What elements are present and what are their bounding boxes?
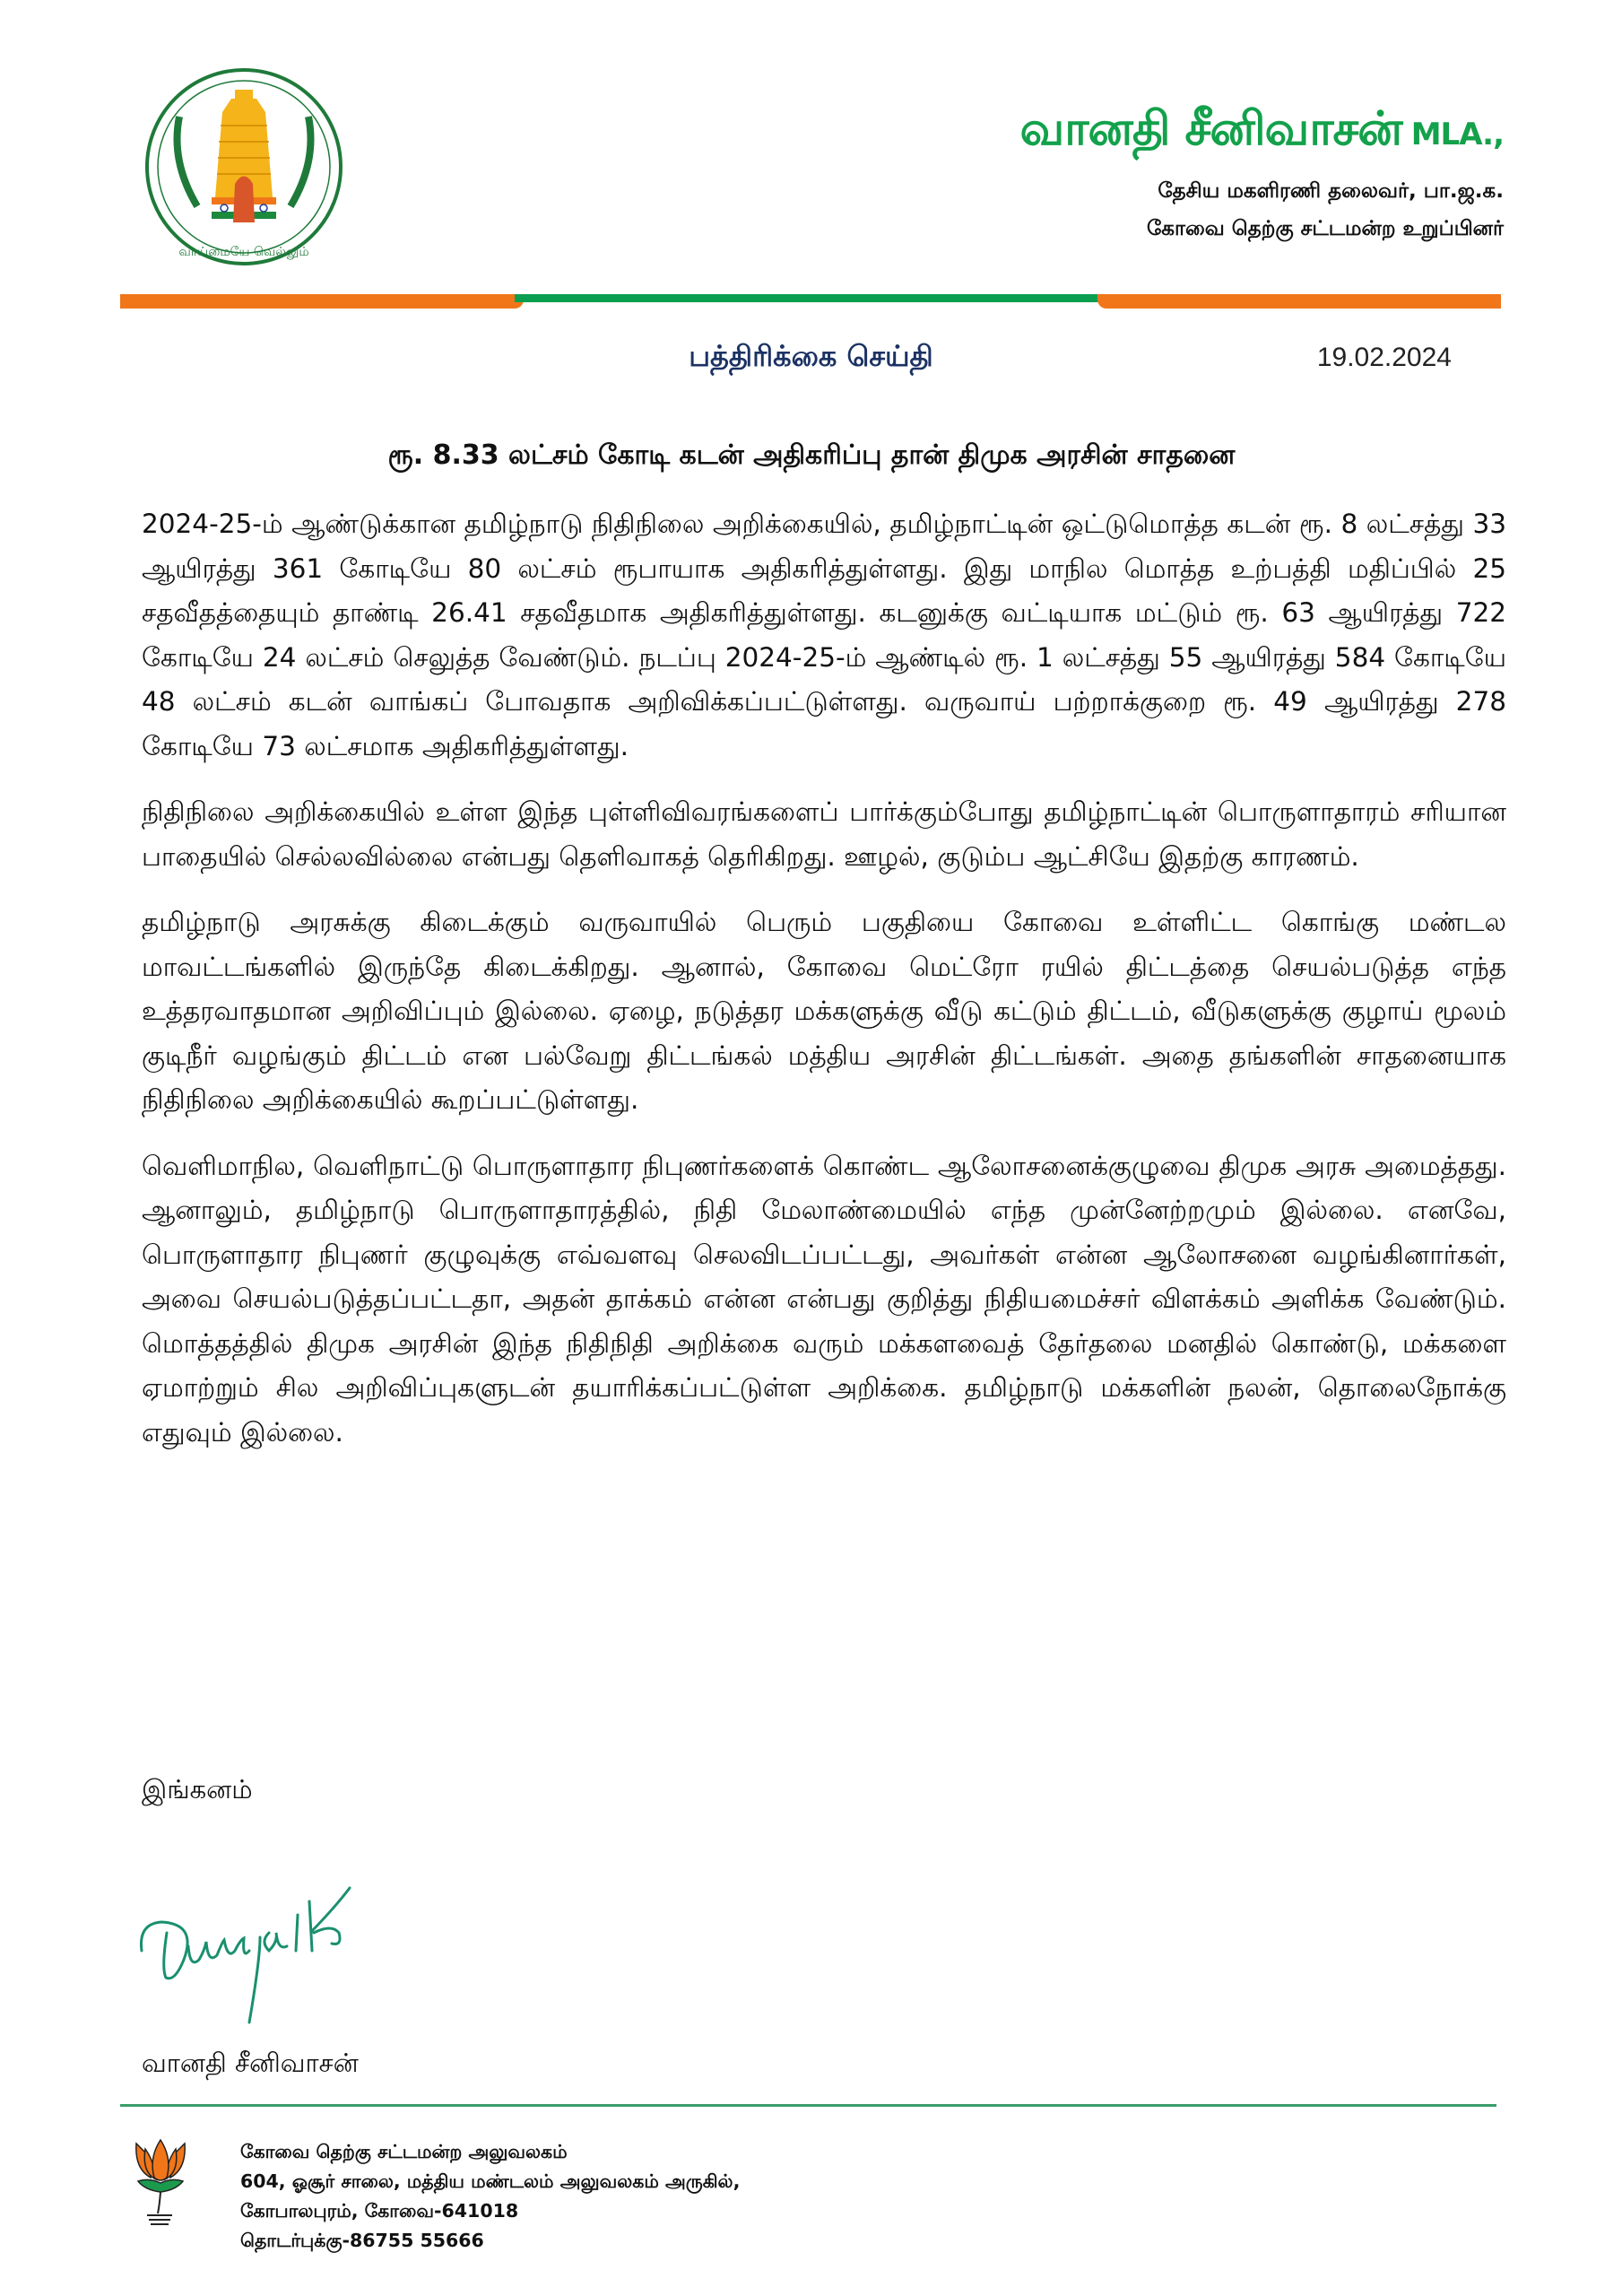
mla-name — [1019, 100, 1504, 163]
band-orange-left — [120, 294, 524, 309]
closing-salutation: இங்கனம் — [142, 1774, 253, 1805]
paragraph-1: 2024-25-ம் ஆண்டுக்கான தமிழ்நாடு நிதிநிலை அறிக்கையில், தமிழ்நாட்டின் ஒட்டுமொத்த கடன் ரூ. 8 லட்சத்து 33 ஆயிரத்து 361 கோடியே 80 லட்சம் ரூபாயாக அதிகரித்துள்ளது. இது மாநில மொத்த உற்பத்தி மதிப்பில் 25 சதவீதத்தையும் தாண்டி 26.41 சதவீதமாக அதிகரித்துள்ளது. கடனுக்கு வட்டியாக மட்டும் ரூ. 63 ஆயிரத்து 722 கோடியே 24 லட்சம் செலுத்த வேண்டும். நடப்பு 2024-25-ம் ஆண்டில் ரூ. 1 லட்சத்து 55 ஆயிரத்து 584 கோடியே 48 லட்சம் கடன் வாங்கப் போவதாக அறிவிக்கப்பட்டுள்ளது. வருவாய் பற்றாக்குறை ரூ. 49 ஆயிரத்து 278 கோடியே 73 லட்சமாக அதிகரித்துள்ளது. — [142, 509, 1506, 761]
band-orange-right — [1097, 294, 1501, 309]
document-date: 19.02.2024 — [1316, 343, 1452, 372]
document-type-title: பத்திரிக்கை செய்தி — [689, 339, 933, 373]
mla-suffix: MLA., — [1410, 117, 1504, 152]
paragraph-2: நிதிநிலை அறிக்கையில் உள்ள இந்த புள்ளிவிவரங்களைப் பார்க்கும்போது தமிழ்நாட்டின் பொருளாதாரம் சரியான பாதையில் செல்லவில்லை என்பது தெளிவாகத் தெரிகிறது. ஊழல், குடும்ப ஆட்சியே இதற்கு காரணம். — [142, 796, 1506, 872]
tamil-nadu-emblem-icon — [126, 63, 363, 271]
press-release-body — [142, 502, 1506, 1476]
header-divider-band — [120, 291, 1501, 309]
press-release-headline: ரூ. 8.33 லட்சம் கோடி கடன் அதிகரிப்பு தான் திமுக அரசின் சாதனை — [387, 439, 1236, 471]
office-name: கோவை தெற்கு சட்டமன்ற அலுவலகம் — [240, 2141, 568, 2162]
mla-name-text: வானதி சீனிவாசன் — [1019, 102, 1402, 156]
paragraph-3: தமிழ்நாடு அரசுக்கு கிடைக்கும் வருவாயில் பெரும் பகுதியை கோவை உள்ளிட்ட கொங்கு மண்டல மாவட்டங்களில் இருந்தே கிடைக்கிறது. ஆனால், கோவை மெட்ரோ ரயில் திட்டத்தை செயல்படுத்த எந்த உத்தரவாதமான அறிவிப்பும் இல்லை. ஏழை, நடுத்தர மக்களுக்கு வீடு கட்டும் திட்டம், வீடுகளுக்கு குழாய் மூலம் குடிநீர் வழங்கும் திட்டம் என பல்வேறு திட்டங்கல் மத்திய அரசின் திட்டங்கள். அதை தங்களின் சாதனையாக நிதிநிலை அறிக்கையில் கூறப்பட்டுள்ளது. — [142, 907, 1506, 1115]
paragraph-4: வெளிமாநில, வெளிநாட்டு பொருளாதார நிபுணர்களைக் கொண்ட ஆலோசனைக்குழுவை திமுக அரசு அமைத்தது. ஆனாலும், தமிழ்நாடு பொருளாதாரத்தில், நிதி மேலாண்மையில் எந்த முன்னேற்றமும் இல்லை. எனவே, பொருளாதார நிபுணர் குழுவுக்கு எவ்வளவு செலவிடப்பட்டது, அவர்கள் என்ன ஆலோசனை வழங்கினார்கள், அவை செயல்படுத்தப்பட்டதா, அதன் தாக்கம் என்ன என்பது குறித்து நிதியமைச்சர் விளக்கம் அளிக்க வேண்டும். மொத்தத்தில் திமுக அரசின் இந்த நிதிநிதி அறிக்கை வரும் மக்களவைத் தேர்தலை மனதில் கொண்டு, மக்களை ஏமாற்றும் சில அறிவிப்புகளுடன் தயாரிக்கப்பட்டுள்ள அறிக்கை. தமிழ்நாடு மக்களின் நலன், தொலைநோக்கு எதுவும் இல்லை. — [142, 1150, 1506, 1448]
bjp-lotus-icon — [133, 2136, 188, 2226]
contact-number: தொடர்புக்கு-86755 55666 — [240, 2230, 484, 2251]
handwritten-signature — [134, 1825, 403, 2040]
designation-line-2: கோவை தெற்கு சட்டமன்ற உறுப்பினர் — [1146, 217, 1504, 240]
footer-office-address — [240, 2137, 740, 2256]
svg-text:வாய்மையே வெல்லும்: வாய்மையே வெல்லும் — [178, 245, 309, 259]
designation-line-1: தேசிய மகளிரணி தலைவர், பா.ஜ.க. — [1158, 179, 1504, 203]
letterhead-block — [1019, 100, 1504, 248]
signatory-name: வானதி சீனிவாசன் — [142, 2048, 359, 2078]
address-line-2: கோபாலபுரம், கோவை-641018 — [240, 2200, 519, 2222]
address-line-1: 604, ஓசூர் சாலை, மத்திய மண்டலம் அலுவலகம் அருகில், — [240, 2170, 741, 2192]
band-green-center — [515, 294, 1106, 302]
footer-divider — [120, 2104, 1496, 2107]
